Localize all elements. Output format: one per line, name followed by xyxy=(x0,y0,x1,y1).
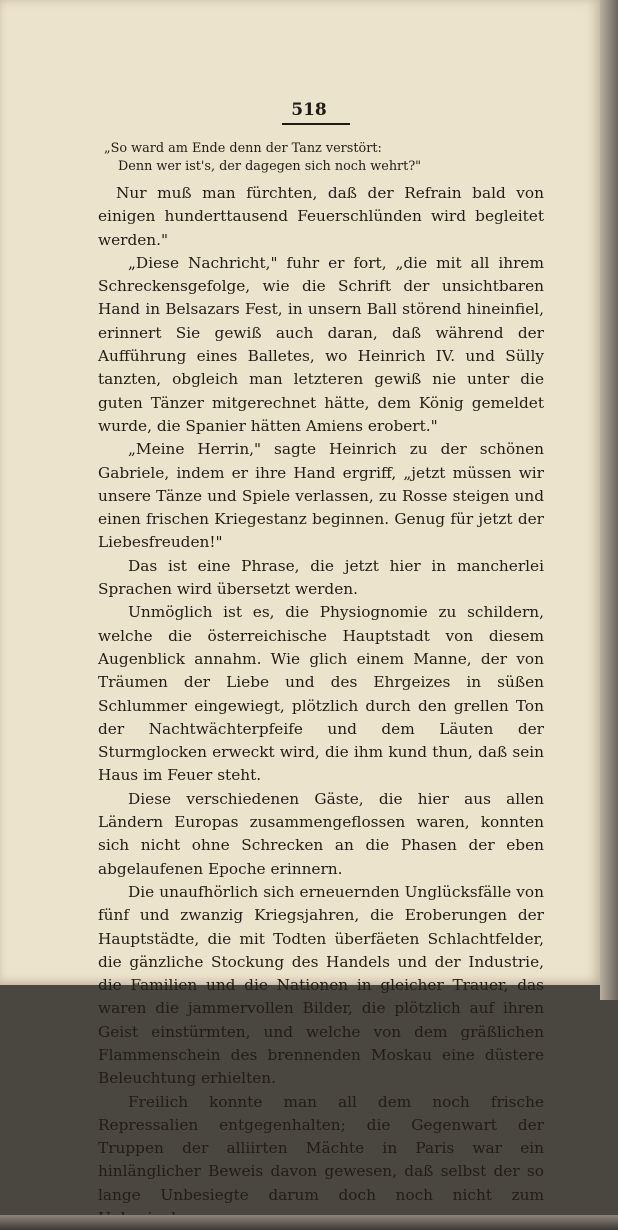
body-text xyxy=(98,140,544,1230)
paragraph: „Diese Nachricht," fuhr er fort, „die mit all ihrem Schreckensgefolge, wie die Schrift der unsichtbaren Hand in Belsazars Fest, in unsern Ball störend hineinfiel, erinnert Sie gewiß auch daran, daß während der Aufführung eines Balletes, wo Heinrich IV. und Sülly tanzten, obgleich man letzteren gewiß nie unter die guten Tänzer mitgerechnet hätte, dem König gemeldet wurde, die Spanier hätten Amiens erobert." xyxy=(98,253,544,435)
page-number: 518 xyxy=(291,100,327,120)
verse-line: „So ward am Ende denn der Tanz verstört: xyxy=(104,141,382,156)
header-rule xyxy=(282,123,350,125)
paragraph: Freilich konnte man all dem noch frische Repressalien entgegenhalten; die Gegenwart der Truppen der alliirten Mächte in Paris war ein hinlänglicher Beweis davon gewesen, daß selbst der so lange Unbesiegte darum doch noch nicht zum xyxy=(98,1092,544,1204)
verse-line: Denn wer ist's, der dagegen sich noch wehrt?" xyxy=(118,159,422,174)
page-edge xyxy=(600,0,618,1000)
paragraph: Die unaufhörlich sich erneuernden Unglücksfälle von fünf und zwanzig Kriegsjahren, die Eroberungen der Hauptstädte, die mit Todten überfäeten Schlachtfelder, die gänzliche Stockung des Handels und der Industrie, die Familien und die Nationen in gleicher Trauer, das waren die jammervollen Bilder, die plötzlich auf ihren Geist einstürmten, und welche von dem gräßlichen Flammenschein des brennenden Moskau eine düstere Beleuchtung erhielten. xyxy=(98,882,544,1088)
paragraph: Diese verschiedenen Gäste, die hier aus allen Ländern Europas zusammengeflossen waren, konnten sich nicht ohne Schrecken an die Phasen der eben abgelaufenen Epoche erinnern. xyxy=(98,789,544,878)
paragraph: „Meine Herrin," sagte Heinrich zu der schönen Gabriele, indem er ihre Hand ergriff, „jetzt müssen wir unsere Tänze und Spiele verlassen, zu Rosse steigen und einen frischen Kriegestanz beginnen. Genug für jetzt der Liebesfreuden!" xyxy=(98,440,544,552)
paragraph: Unmöglich ist es, die Physiognomie zu schildern, welche die österreichische Hauptstadt von diesem Augenblick annahm. Wie glich einem Manne, der von Träumen der Liebe und des Ehrgeizes in süßen Schlummer eingewiegt, plötzlich durch den grellen Ton der Nachtwächterpfeife und dem Läuten der Sturmglocken erweckt wird, die ihm kund thun, daß sein Haus im Feuer steht. xyxy=(98,603,544,785)
verse-quote xyxy=(98,140,544,176)
paragraph: Das ist eine Phrase, die jetzt hier in mancherlei Sprachen wird übersetzt werden. xyxy=(98,556,544,599)
paragraph: Nur muß man fürchten, daß der Refrain bald von einigen hunderttausend Feuerschlünden wird begleitet werden." xyxy=(98,184,544,249)
page-bottom-edge xyxy=(0,1215,618,1230)
